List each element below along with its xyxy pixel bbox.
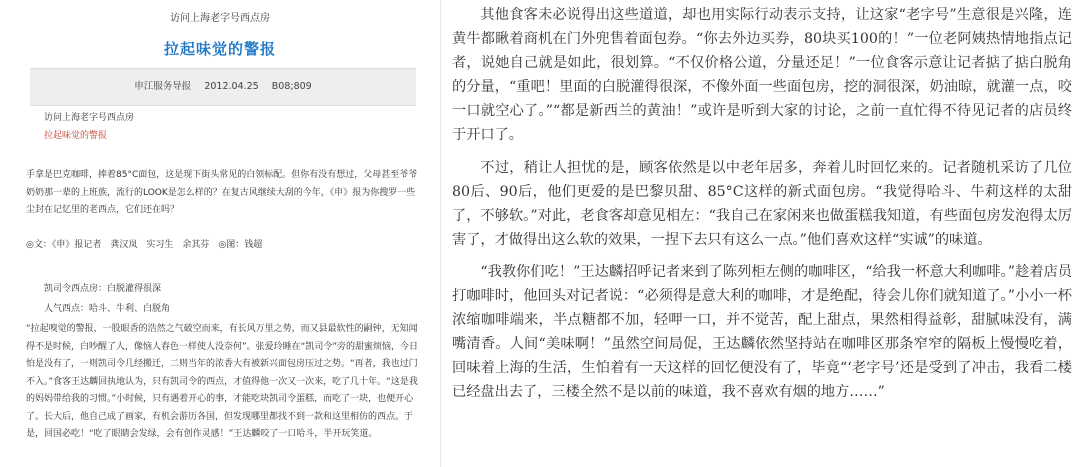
shop-name: 凯司令西点房：白脱灌得很深 [44,284,162,294]
right-paragraph-1: 其他食客未必说得出这些道道，却也用实际行动表示支持，让这家“老字号”生意很是兴隆，连黄牛都瞅着商机在门外兜售着面包券。“你去外边买券，80块买100的！”一位老阿姨热情地指点记者，说她自己就是如此，很划算。“不仅价格公道，分量还足！”一位食客示意让记者掂了掂白脱角的分量，“重吧！里面的白脱灌得很深，不像外面一些面包房，挖的洞很深，奶油晾，就灌一点，咬一口就空心了。”“都是新西兰的黄油！”或许是听到大家的讨论，之前一直忙得不待见记者的店员终于开口了。 [452,7,1072,144]
kicker: 访问上海老字号西点房 [170,13,270,24]
article-meta-bar [30,68,416,106]
popular-items: 人气西点：哈斗、牛利、白脱角 [44,304,171,314]
left-body-paragraph: “拉起嗅觉的警报，一股眼香的浩然之气破空而来，有长风万里之势，而又县最软性的嗣钟，无知闻得不是时候，白吵醒了人，像恼人春色一样使人没奈何”。张爱玲睡在“凯司令”旁的甜蜜烦恼，今日怕是没有了，一则凯司令几经搬迁，二则当年的浓香大有被新兴面包房压过之势。“再者，我也过门不入。”食客王达麟回执地认为，只有凯司令的西点，才值得他一次又一次来，吃了几十年。“这是我的妈妈带给我的习惯。”小时候，只有遇着开心的事，才能吃块凯司令蛋糕，而吃了一块，也便开心了。长大后，他自己成了画家，有机会游历各国，但发现哪里都找不到一款和这里相仿的西点。于是，回国必吃！“吃了眼睛会发绿，会有创作灵感！”王达麟咬了一口哈斗，半开玩笑道。 [26,324,418,439]
article-clipping-panel [0,0,441,467]
meta-date: 2012.04.25 [204,81,259,92]
meta-page: B08;809 [271,81,312,92]
section-title: 访问上海老字号西点房 [44,113,135,123]
meta-paper: 申江服务导报 [134,81,192,92]
right-paragraph-3: “我教你们吃！”王达麟招呼记者来到了陈列柜左侧的咖啡区，“给我一杯意大利咖啡。”趁着店员打咖啡时，他回头对记者说：“必须得是意大利的咖啡，才是绝配，待会儿你们就知道了。”小小一杯浓缩咖啡端来，半点糖都不加，轻呷一口，并不觉苦，配上甜点，果然相得益彰，甜腻味没有，满嘴清香。人间“美味啊！”虽然空间局促，王达麟依然坚持站在咖啡区那条窄窄的隔板上慢慢吃着，回味着上海的生活，生怕着有一天这样的回忆便没有了，毕竟“‘老字号’还是受到了冲击，我看二楼已经盘出去了，三楼全然不是以前的味道，我不喜欢有烟的地方……” [452,263,1072,401]
article-continuation [452,0,1072,467]
headline: 拉起味觉的警报 [163,40,276,58]
intro-paragraph: 手拿是巴克咖啡，捧着85°C面包，这是现下街头常见的白领标配。但你有没有想过，父母甚至爷爷奶奶那一辈的上班族，流行的LOOK是怎么样的？在复古风继续大刮的今年，《申》报为你搜罗一些尘封在记忆里的老西点，它们还在吗？ [26,170,418,215]
section-subtitle: 拉起味觉的警报 [44,131,108,141]
right-paragraph-2: 不过，稍让人担忧的是，顾客依然是以中老年居多，奔着儿时回忆来的。记者随机采访了几位80后、90后，他们更爱的是巴黎贝甜、85°C这样的新式面包房。“我觉得哈斗、牛莉这样的太甜了，不够软。”对此，老食客却意见相左：“我自己在家闲来也做蛋糕我知道，有些面包房发泡得太厉害了，才做得出这么软的效果，一捏下去只有这么一点。”他们喜欢这样“实诚”的味道。 [452,159,1072,248]
credits: ◎文：《申》报记者 龚汉岚 实习生 余其芬 ◎图：钱超 [26,240,263,250]
